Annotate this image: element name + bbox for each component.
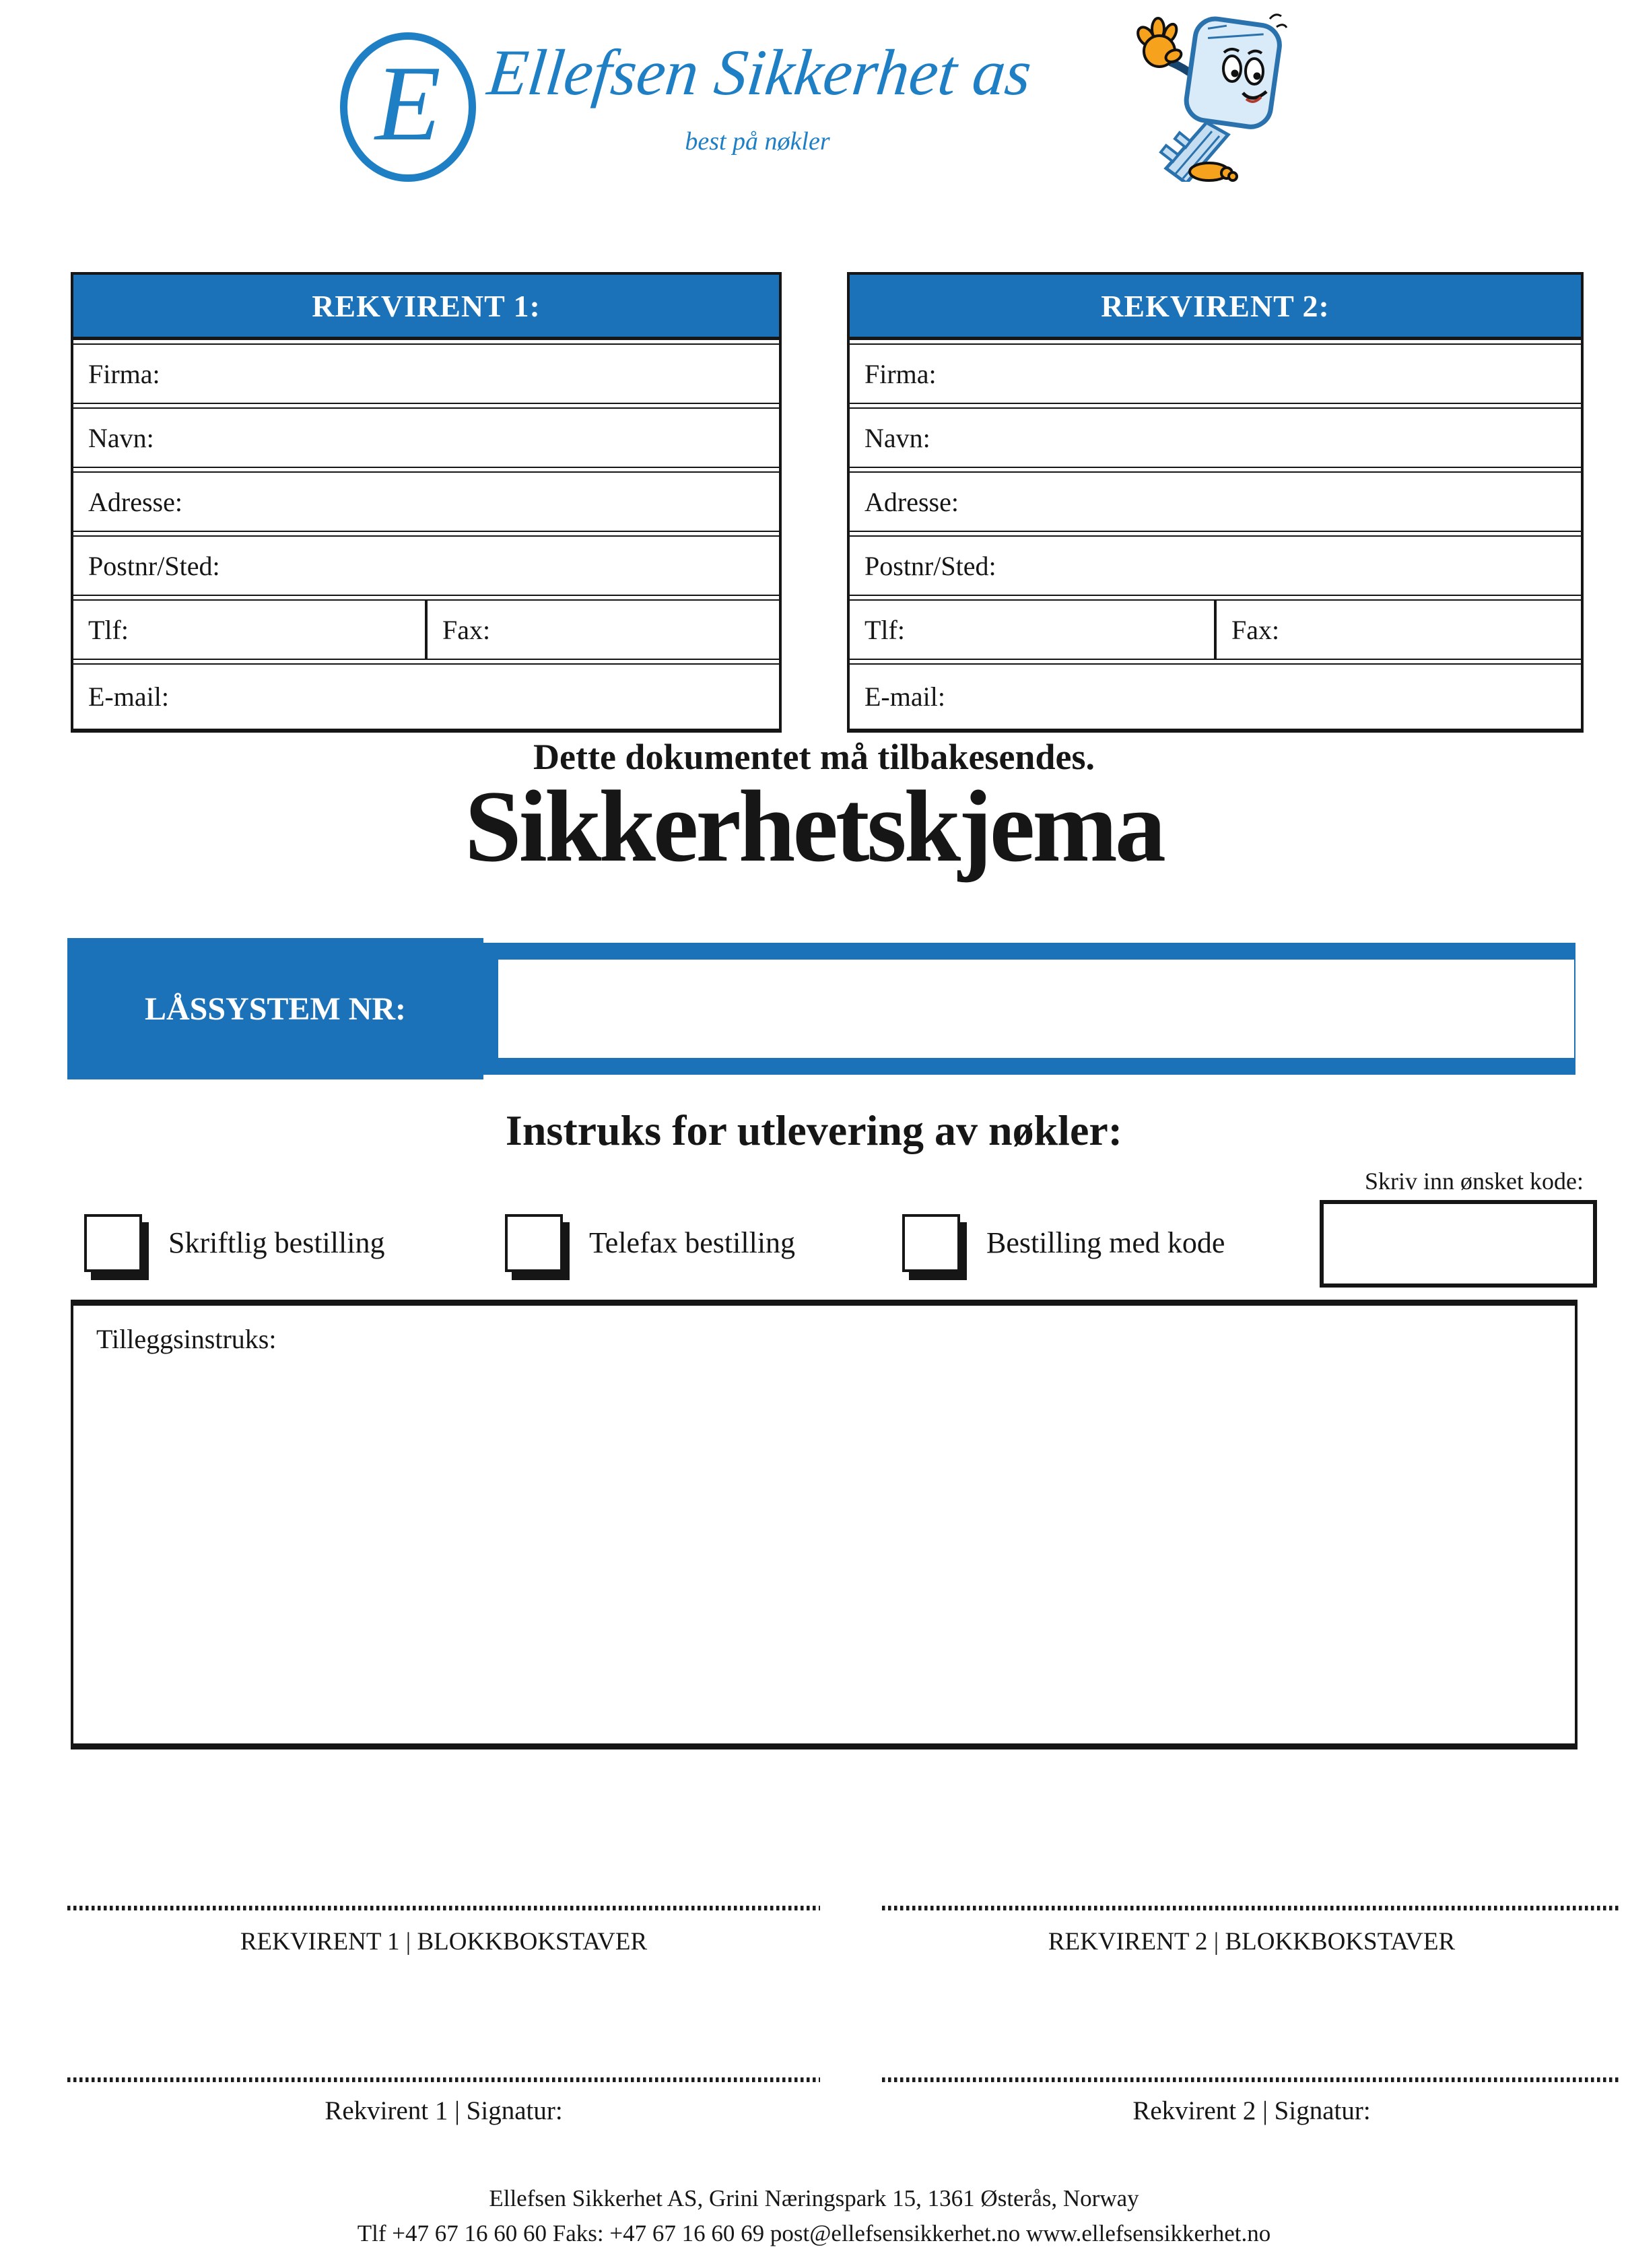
page-title: Sikkerhetskjema	[465, 770, 1163, 883]
lock-system-label: LÅSSYSTEM NR:	[144, 991, 407, 1027]
rekvirent-1-firma-field[interactable]	[73, 343, 779, 404]
rekvirent-2-title: REKVIRENT 2:	[1101, 288, 1330, 323]
rekvirent-1-title: REKVIRENT 1:	[312, 288, 541, 323]
checkbox-skriftlig-bestilling[interactable]	[84, 1214, 142, 1272]
rekvirent-1-adresse-field[interactable]	[73, 471, 779, 532]
key-mascot-illustration	[1111, 7, 1293, 182]
additional-instructions-textarea[interactable]	[71, 1300, 1578, 1749]
footer-contact: Tlf +47 67 16 60 60 Faks: +47 67 16 60 69 post@ellefsensikkerhet.no www.ellefsensikkerhet.no	[357, 2220, 1271, 2246]
rekvirent-2-fax-field[interactable]	[1214, 601, 1581, 659]
rekvirent-2-navn-field[interactable]	[850, 407, 1581, 468]
code-prompt-label: Skriv inn ønsket kode:	[1365, 1168, 1584, 1195]
instructions-heading: Instruks for utlevering av nøkler:	[505, 1106, 1123, 1154]
logo-monogram: E	[375, 43, 441, 163]
firma-label: Firma:	[88, 358, 160, 389]
checkbox-bestilling-med-kode[interactable]	[902, 1214, 960, 1272]
block-letters-label-1: REKVIRENT 1 | BLOKKBOKSTAVER	[240, 1928, 648, 1956]
adresse-label: Adresse:	[88, 486, 182, 517]
postnr-sted-label: Postnr/Sted:	[88, 550, 220, 581]
mascot-shoe-icon	[1190, 163, 1237, 180]
checkbox-kode-label: Bestilling med kode	[986, 1226, 1225, 1259]
tlf-label: Tlf:	[864, 614, 905, 645]
rekvirent-1-table	[71, 272, 782, 733]
rekvirent-1-tlf-fax-row	[73, 599, 779, 660]
checkbox-telefax-label: Telefax bestilling	[589, 1226, 796, 1259]
signature-line-1[interactable]	[67, 2077, 820, 2082]
block-letters-line-2[interactable]	[882, 1906, 1621, 1910]
tlf-label: Tlf:	[88, 614, 129, 645]
signature-line-2[interactable]	[882, 2077, 1621, 2082]
checkbox-skriftlig-label: Skriftlig bestilling	[168, 1226, 385, 1259]
return-notice: Dette dokumentet må tilbakesendes.	[533, 737, 1095, 777]
rekvirent-1-navn-field[interactable]	[73, 407, 779, 468]
email-label: E-mail:	[864, 681, 945, 712]
rekvirent-2-table	[847, 272, 1584, 733]
rekvirent-1-email-field[interactable]	[73, 663, 779, 730]
navn-label: Navn:	[88, 422, 154, 453]
block-letters-label-2: REKVIRENT 2 | BLOKKBOKSTAVER	[1048, 1928, 1456, 1956]
mascot-glove-icon	[1134, 18, 1183, 67]
code-input[interactable]	[1320, 1200, 1597, 1288]
rekvirent-2-email-field[interactable]	[850, 663, 1581, 730]
additional-instructions-label: Tilleggsinstruks:	[96, 1324, 277, 1354]
firma-label: Firma:	[864, 358, 937, 389]
signature-label-2: Rekvirent 2 | Signatur:	[1132, 2096, 1371, 2125]
checkbox-telefax-bestilling[interactable]	[505, 1214, 563, 1272]
adresse-label: Adresse:	[864, 486, 959, 517]
signature-label-1: Rekvirent 1 | Signatur:	[325, 2096, 563, 2125]
rekvirent-1-header	[73, 275, 779, 340]
logo-monogram-circle	[340, 32, 476, 182]
rekvirent-2-header	[850, 275, 1581, 340]
lock-system-label-block	[67, 938, 483, 1079]
navn-label: Navn:	[864, 422, 930, 453]
email-label: E-mail:	[88, 681, 169, 712]
rekvirent-2-firma-field[interactable]	[850, 343, 1581, 404]
rekvirent-1-postnr-field[interactable]	[73, 535, 779, 596]
rekvirent-2-adresse-field[interactable]	[850, 471, 1581, 532]
rekvirent-2-tlf-fax-row	[850, 599, 1581, 660]
rekvirent-1-fax-field[interactable]	[425, 601, 779, 659]
block-letters-line-1[interactable]	[67, 1906, 820, 1910]
rekvirent-2-tlf-field[interactable]	[850, 601, 1214, 659]
company-name: Ellefsen Sikkerhet as	[484, 36, 1035, 108]
company-tagline: best på nøkler	[685, 127, 830, 156]
rekvirent-1-tlf-field[interactable]	[73, 601, 425, 659]
lock-system-number-input[interactable]	[498, 960, 1574, 1058]
footer-address: Ellefsen Sikkerhet AS, Grini Næringspark 15, 1361 Østerås, Norway	[489, 2185, 1139, 2211]
fax-label: Fax:	[442, 614, 491, 645]
fax-label: Fax:	[1231, 614, 1280, 645]
postnr-sted-label: Postnr/Sted:	[864, 550, 996, 581]
rekvirent-2-postnr-field[interactable]	[850, 535, 1581, 596]
